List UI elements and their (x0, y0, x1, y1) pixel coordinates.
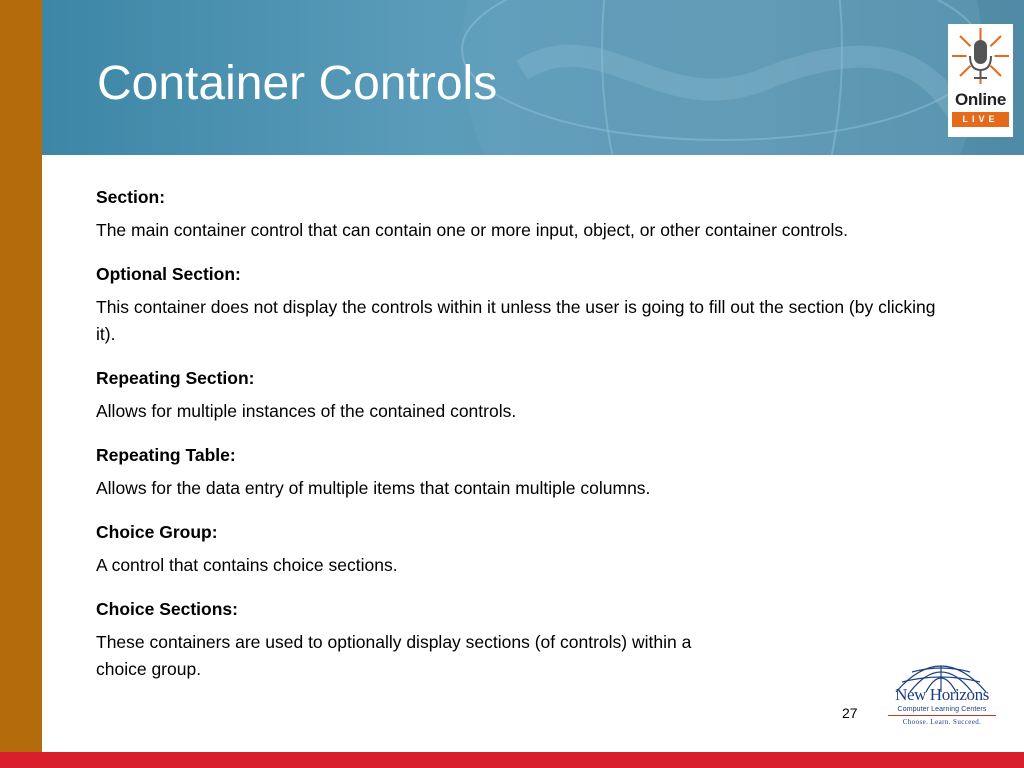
item-description: Allows for the data entry of multiple items that contain multiple columns. (96, 478, 651, 498)
footer-accent-bar (0, 752, 1024, 768)
item-heading: Repeating Table: (96, 445, 236, 465)
divider (888, 715, 996, 716)
microphone-burst-icon (948, 26, 1013, 86)
content-list (96, 185, 946, 701)
online-live-logo (948, 24, 1013, 137)
brand-tagline: Choose. Learn. Succeed. (902, 718, 982, 726)
left-accent-bar (0, 0, 42, 752)
item-description: A control that contains choice sections. (96, 555, 398, 575)
list-item (96, 366, 946, 425)
item-heading: Section: (96, 187, 166, 207)
item-heading: Choice Sections: (96, 599, 238, 619)
item-description: This container does not display the controls within it unless the user is going to fill out the section (by clicking it). (96, 297, 936, 344)
page-number: 27 (842, 705, 858, 721)
list-item (96, 597, 946, 683)
item-heading: Optional Section: (96, 264, 241, 284)
brand-subtitle: Computer Learning Centers (897, 706, 987, 713)
new-horizons-logo (880, 658, 1004, 730)
item-description: These containers are used to optionally display sections (of controls) within a choice group. (96, 632, 692, 679)
brand-name: New Horizons (895, 685, 989, 704)
list-item (96, 262, 946, 348)
online-logo-text: Online (954, 90, 1007, 109)
live-badge: LIVE (952, 112, 1009, 127)
item-heading: Repeating Section: (96, 368, 255, 388)
list-item (96, 520, 946, 579)
list-item (96, 443, 946, 502)
slide-title: Container Controls (97, 57, 498, 110)
item-description: Allows for multiple instances of the contained controls. (96, 401, 517, 421)
item-description: The main container control that can contain one or more input, object, or other container controls. (96, 220, 848, 240)
list-item (96, 185, 946, 244)
item-heading: Choice Group: (96, 522, 218, 542)
